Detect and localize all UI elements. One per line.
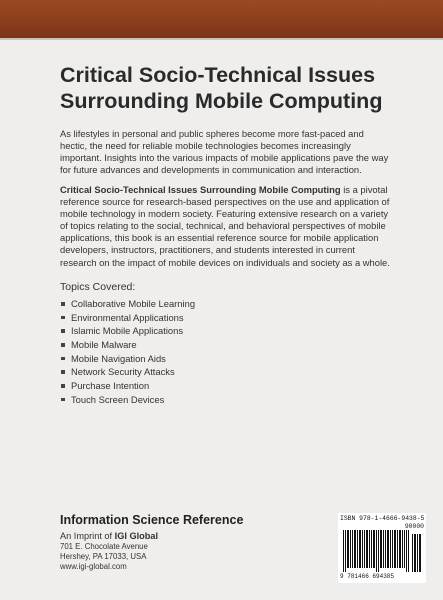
description-bold-title: Critical Socio-Technical Issues Surrounding Mobile Computing	[60, 184, 341, 195]
barcode	[338, 513, 426, 583]
price-addon: 90000	[404, 523, 424, 530]
topics-heading: Topics Covered:	[60, 281, 136, 293]
topic-item: Mobile Navigation Aids	[60, 352, 195, 366]
topics-list	[60, 297, 195, 407]
publisher-address-line-1: 701 E. Chocolate Avenue	[60, 542, 148, 551]
title-line-2: Surrounding Mobile Computing	[60, 89, 383, 113]
publisher-block	[60, 512, 280, 573]
topic-item: Network Security Attacks	[60, 365, 195, 379]
publisher-address-line-2: Hershey, PA 17033, USA	[60, 552, 147, 562]
publisher-name: Information Science Reference	[60, 513, 244, 527]
imprint-prefix: An Imprint of	[60, 531, 115, 541]
title-line-1: Critical Socio-Technical Issues	[60, 63, 376, 87]
barcode-bars	[341, 524, 423, 572]
topic-item: Islamic Mobile Applications	[60, 324, 195, 338]
isbn-label: ISBN 978-1-4666-9438-5	[340, 515, 425, 522]
top-color-band	[0, 0, 443, 38]
topic-item: Mobile Malware	[60, 338, 195, 352]
publisher-imprint	[60, 530, 280, 542]
barcode-digits: 9 781466 694385	[340, 573, 395, 580]
book-title	[60, 62, 420, 114]
topic-item: Purchase Intention	[60, 379, 195, 393]
imprint-name: IGI Global	[114, 531, 159, 541]
topic-item: Environmental Applications	[60, 311, 195, 325]
topic-item: Collaborative Mobile Learning	[60, 297, 195, 311]
description-text: is a pivotal reference source for research-based perspectives on the use and application of mobile technology in modern society. Featuring extensive research on a variety of topics relating to the social, technical, and behavioral perspectives of mobile applications, this book is an essential reference source for mobile application developers, instructors, practitioners, and students interested in current research on the impact of mobile devices on individuals and society as a whole.	[60, 184, 390, 268]
intro-paragraph: As lifestyles in personal and public spheres become more fast-paced and hectic, the need for reliable mobile technologies becomes increasingly important. Insights into the various impacts of mobile applications pave the way for future advances and developments in communication and interaction.	[60, 128, 389, 176]
divider	[0, 38, 443, 40]
publisher-website: www.igi-global.com	[60, 562, 127, 572]
topic-item: Touch Screen Devices	[60, 393, 195, 407]
description-paragraph	[60, 184, 390, 269]
